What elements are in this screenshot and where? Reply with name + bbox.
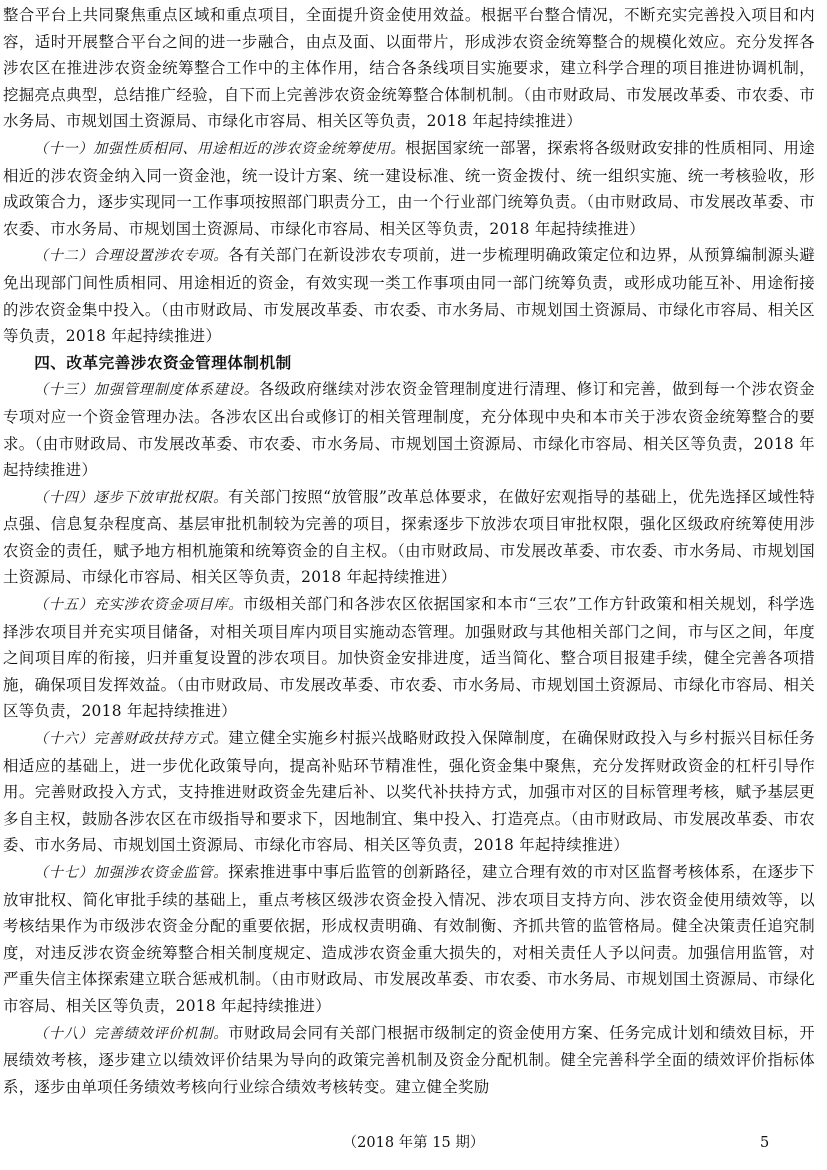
paragraph-lead: （十六）完善财政扶持方式。 — [33, 731, 229, 748]
paragraph-text: 各级政府继续对涉农资金管理制度进行清理、修订和完善，做到每一个涉农资金专项对应一个资金管理办法。各涉农区出台或修订的相关管理制度，充分体现中央和本市关于涉农资金统筹整合的要求。（由市财政局、市发展改革委、市农委、市水务局、市规划国土资源局、市绿化市容局、相关区等负责，2018 年起持续推进） — [3, 380, 815, 480]
paragraph — [3, 591, 815, 725]
paragraph — [3, 242, 815, 349]
paragraph-lead: （十二）合理设置涉农专项。 — [33, 248, 229, 265]
section-heading: 四、改革完善涉农资金管理体制机制 — [34, 352, 292, 372]
page-number: 5 — [760, 1135, 770, 1151]
paragraph — [3, 376, 815, 483]
paragraph-lead: （十四）逐步下放审批权限。 — [33, 489, 229, 506]
paragraph — [3, 859, 815, 1020]
article-body — [3, 2, 815, 1100]
paragraph — [3, 2, 815, 135]
paragraph — [3, 484, 815, 591]
paragraph-lead: （十五）充实涉农资金项目库。 — [33, 597, 244, 614]
paragraph-text: 根据国家统一部署，探索将各级财政安排的性质相同、用途相近的涉农资金纳入同一资金池，统一设计方案、统一建设标准、统一资金拨付、统一组织实施、统一考核验收，形成政策合力，逐步实现同一工作事项按照部门职责分工，由一个行业部门统筹负责。（由市财政局、市发展改革委、市农委、市水务局、市规划国土资源局、市绿化市容局、相关区等负责，2018 年起持续推进） — [3, 138, 815, 238]
paragraph-text: 建立健全实施乡村振兴战略财政投入保障制度，在确保财政投入与乡村振兴目标任务相适应的基础上，进一步优化政策导向，提高补贴环节精准性，强化资金集中聚焦，充分发挥财政资金的杠杆引导作用。完善财政投入方式，支持推进财政资金先建后补、以奖代补扶持方式，加强市对区的目标管理考核，赋予基层更多自主权，鼓励各涉农区在市级指导和要求下，因地制宜、集中投入、打造亮点。（由市财政局、市发展改革委、市农委、市水务局、市规划国土资源局、市绿化市容局、相关区等负责，2018 年起持续推进） — [3, 729, 815, 855]
issue-label: （2018 年第 15 期） — [342, 1135, 485, 1151]
paragraph — [3, 1020, 815, 1101]
paragraph-text: 探索推进事中事后监管的创新路径，建立合理有效的市对区监督考核体系，在逐步下放审批权、简化审批手续的基础上，重点考核区级涉农资金投入情况、涉农项目支持方向、涉农资金使用绩效等，以考核结果作为市级涉农资金分配的重要依据，形成权责明确、有效制衡、齐抓共管的监管格局。健全决策责任追究制度，对违反涉农资金统筹整合相关制度规定、造成涉农资金重大损失的，对相关责任人予以问责。加强信用监管，对严重失信主体探索建立联合惩戒机制。（由市财政局、市发展改革委、市农委、市水务局、市规划国土资源局、市绿化市容局、相关区等负责，2018 年起持续推进） — [3, 863, 815, 1015]
paragraph-lead: （十三）加强管理制度体系建设。 — [33, 382, 259, 399]
paragraph-text: 整合平台上共同聚焦重点区域和重点项目，全面提升资金使用效益。根据平台整合情况，不断充实完善投入项目和内容，适时开展整合平台之间的进一步融合，由点及面、以面带片，形成涉农资金统筹整合的规模化效应。充分发挥各涉农区在推进涉农资金统筹整合工作中的主体作用，结合各条线项目实施要求，建立科学合理的项目推进协调机制，挖掘亮点典型，总结推广经验，自下而上完善涉农资金统筹整合体制机制。（由市财政局、市发展改革委、市农委、市水务局、市规划国土资源局、市绿化市容局、相关区等负责，2018 年起持续推进） — [3, 6, 815, 131]
paragraph-text: 有关部门按照“放管服”改革总体要求，在做好宏观指导的基础上，优先选择区域性特点强、信息复杂程度高、基层审批机制较为完善的项目，探索逐步下放涉农项目审批权限，强化区级政府统筹使用涉农资金的责任，赋予地方相机施策和统筹资金的自主权。（由市财政局、市发展改革委、市农委、市水务局、市规划国土资源局、市绿化市容局、相关区等负责，2018 年起持续推进） — [3, 487, 815, 587]
paragraph-text: 市级相关部门和各涉农区依据国家和本市“三农”工作方针政策和相关规划，科学选择涉农项目并充实项目储备，对相关项目库内项目实施动态管理。加强财政与其他相关部门之间，市与区之间，年度之间项目库的衔接，归并重复设置的涉农项目。加快资金安排进度，适当简化、整合项目报建手续，健全完善各项措施，确保项目发挥效益。（由市财政局、市发展改革委、市农委、市水务局、市规划国土资源局、市绿化市容局、相关区等负责，2018 年起持续推进） — [3, 595, 815, 721]
paragraph-lead: （十一）加强性质相同、用途相近的涉农资金统筹使用。 — [33, 140, 406, 157]
paragraph-text: 市财政局会同有关部门根据市级制定的资金使用方案、任务完成计划和绩效目标，开展绩效考核，逐步建立以绩效评价结果为导向的政策完善机制及资金分配机制。健全完善科学全面的绩效评价指标体系，逐步由单项任务绩效考核向行业综合绩效考核转变。建立健全奖励 — [3, 1023, 815, 1096]
paragraph — [3, 725, 815, 859]
paragraph-lead: （十八）完善绩效评价机制。 — [33, 1025, 229, 1042]
paragraph-text: 各有关部门在新设涉农专项前，进一步梳理明确政策定位和边界，从预算编制源头避免出现部门间性质相同、用途相近的资金，有效实现一类工作事项由同一部门统筹负责，或形成功能互补、用途衔接的涉农资金集中投入。（由市财政局、市发展改革委、市农委、市水务局、市规划国土资源局、市绿化市容局、相关区等负责，2018 年起持续推进） — [3, 246, 815, 346]
paragraph — [3, 135, 815, 242]
paragraph-lead: （十七）加强涉农资金监管。 — [33, 865, 229, 881]
page-footer — [0, 1130, 827, 1156]
